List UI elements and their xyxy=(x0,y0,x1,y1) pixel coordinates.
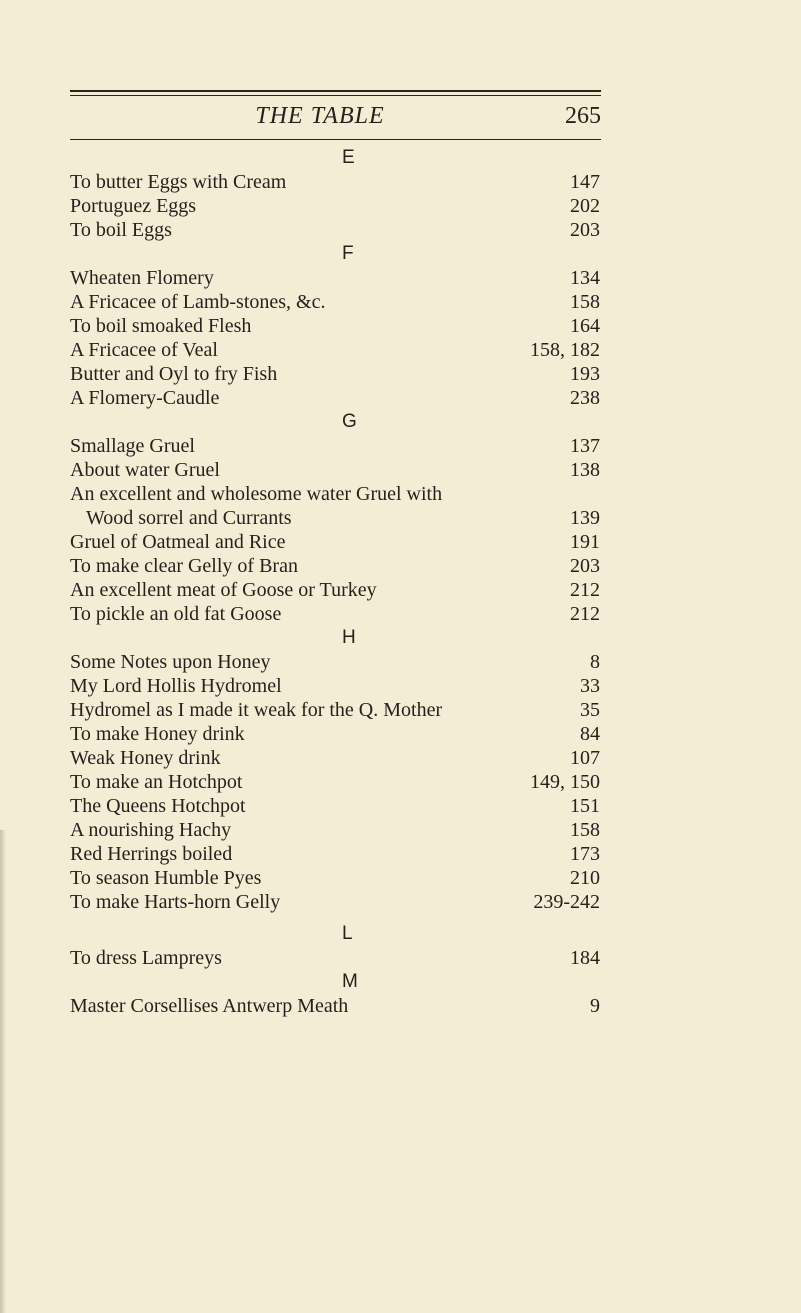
index-entry xyxy=(70,218,600,242)
entry-page: 212 xyxy=(570,579,600,601)
entry-page: 151 xyxy=(570,795,600,817)
index-entry xyxy=(70,458,600,482)
entry-title: To dress Lampreys xyxy=(70,947,222,969)
entry-page: 138 xyxy=(570,459,600,481)
index-entry xyxy=(70,794,600,818)
entry-title: A Flomery-Caudle xyxy=(70,387,220,409)
index-entry xyxy=(70,698,600,722)
entry-title: To make Harts-horn Gelly xyxy=(70,891,281,913)
entry-title: To pickle an old fat Goose xyxy=(70,603,282,625)
index-entry xyxy=(70,602,600,626)
index-entry xyxy=(70,842,600,866)
entry-title: To season Humble Pyes xyxy=(70,867,262,889)
entry-title: A nourishing Hachy xyxy=(70,819,232,841)
running-title: THE TABLE xyxy=(255,103,385,129)
index-entry xyxy=(70,746,600,770)
entry-page: 164 xyxy=(570,315,600,337)
entry-page: 134 xyxy=(570,267,600,289)
index-entry xyxy=(70,314,600,338)
entry-title: Gruel of Oatmeal and Rice xyxy=(70,531,286,553)
section-letter: E xyxy=(342,147,355,168)
entry-title: To boil Eggs xyxy=(70,219,172,241)
entry-page: 147 xyxy=(570,171,600,193)
entry-title: Portuguez Eggs xyxy=(70,195,197,217)
top-rule-thin xyxy=(70,95,601,96)
page-number: 265 xyxy=(565,103,601,129)
entry-title: Hydromel as I made it weak for the Q. Mother xyxy=(70,699,443,721)
index-entry xyxy=(70,650,600,674)
entry-title: Smallage Gruel xyxy=(70,435,195,457)
entry-title: To butter Eggs with Cream xyxy=(70,171,287,193)
entry-title: An excellent meat of Goose or Turkey xyxy=(70,579,377,601)
index-entry xyxy=(70,338,600,362)
entry-title: To make an Hotchpot xyxy=(70,771,243,793)
entry-title: A Fricacee of Lamb-stones, &c. xyxy=(70,291,326,313)
entry-page: 137 xyxy=(570,435,600,457)
entry-page: 173 xyxy=(570,843,600,865)
entry-page: 238 xyxy=(570,387,600,409)
entry-title: My Lord Hollis Hydromel xyxy=(70,675,282,697)
index-entry xyxy=(70,994,600,1018)
entry-title: Wood sorrel and Currants xyxy=(86,507,292,529)
entry-page: 184 xyxy=(570,947,600,969)
index-entry xyxy=(70,818,600,842)
section-letter: M xyxy=(342,971,358,992)
index-entry xyxy=(70,362,600,386)
entry-title: Red Herrings boiled xyxy=(70,843,233,865)
entry-page: 193 xyxy=(570,363,600,385)
index-entry xyxy=(70,434,600,458)
index-entry xyxy=(70,866,600,890)
entry-page: 35 xyxy=(580,699,600,721)
entry-page: 158 xyxy=(570,819,600,841)
entry-title: Weak Honey drink xyxy=(70,747,221,769)
section-letter: F xyxy=(342,243,354,264)
entry-page: 203 xyxy=(570,219,600,241)
entry-title: An excellent and wholesome water Gruel with xyxy=(70,483,443,505)
index-entry xyxy=(70,170,600,194)
entry-page: 158, 182 xyxy=(530,339,600,361)
index-entry xyxy=(70,674,600,698)
section-letter: H xyxy=(342,627,356,648)
entry-title: Butter and Oyl to fry Fish xyxy=(70,363,278,385)
index-entry xyxy=(70,482,600,506)
entry-title: Master Corsellises Antwerp Meath xyxy=(70,995,349,1017)
entry-title: To make Honey drink xyxy=(70,723,245,745)
entry-page: 8 xyxy=(590,651,600,673)
entry-title: Wheaten Flomery xyxy=(70,267,214,289)
entry-page: 158 xyxy=(570,291,600,313)
index-entry xyxy=(70,890,600,914)
running-header xyxy=(70,103,601,139)
page-binding-shadow xyxy=(0,830,6,1313)
index-entry xyxy=(70,946,600,970)
entry-title: To make clear Gelly of Bran xyxy=(70,555,298,577)
section-spacer xyxy=(70,914,600,922)
index-entry xyxy=(70,266,600,290)
section-letter: L xyxy=(342,923,353,944)
entry-page: 33 xyxy=(580,675,600,697)
index-entry xyxy=(70,770,600,794)
entry-page: 84 xyxy=(580,723,600,745)
entry-page: 202 xyxy=(570,195,600,217)
index-entry xyxy=(70,530,600,554)
index-entry xyxy=(70,506,600,530)
entry-page: 107 xyxy=(570,747,600,769)
entry-page: 210 xyxy=(570,867,600,889)
section-letter: G xyxy=(342,411,357,432)
index-entry xyxy=(70,722,600,746)
entry-title: A Fricacee of Veal xyxy=(70,339,218,361)
entry-page: 191 xyxy=(570,531,600,553)
index-entry xyxy=(70,386,600,410)
entry-page: 212 xyxy=(570,603,600,625)
index-entry xyxy=(70,578,600,602)
entry-page: 9 xyxy=(590,995,600,1017)
entry-title: Some Notes upon Honey xyxy=(70,651,271,673)
entry-page: 149, 150 xyxy=(530,771,600,793)
index-table xyxy=(70,146,600,1018)
top-rule xyxy=(70,90,601,92)
entry-page: 203 xyxy=(570,555,600,577)
entry-title: About water Gruel xyxy=(70,459,220,481)
index-entry xyxy=(70,194,600,218)
header-rule xyxy=(70,139,601,140)
index-entry xyxy=(70,290,600,314)
entry-page: 239-242 xyxy=(533,891,600,913)
entry-page: 139 xyxy=(570,507,600,529)
entry-title: To boil smoaked Flesh xyxy=(70,315,252,337)
entry-title: The Queens Hotchpot xyxy=(70,795,246,817)
index-entry xyxy=(70,554,600,578)
